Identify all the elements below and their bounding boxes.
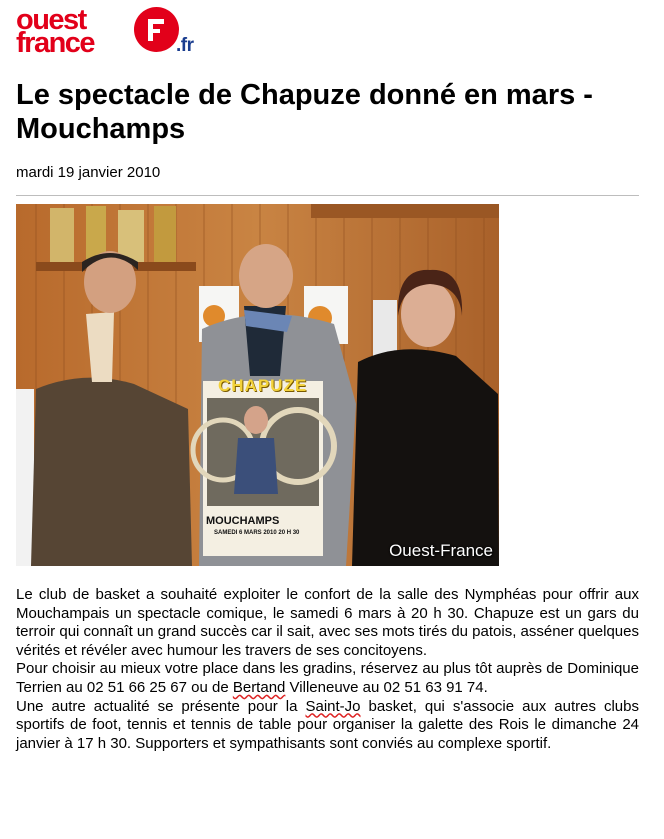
article-title: Le spectacle de Chapuze donné en mars - Mouchamps — [16, 79, 593, 145]
paragraph-3-text-a: Une autre actualité se présente pour la — [16, 697, 306, 715]
spellcheck-word-saint-jo: Saint-Jo — [305, 697, 361, 715]
ouest-france-logo[interactable] — [16, 2, 194, 59]
article-photo — [16, 204, 499, 566]
poster-title: CHAPUZE — [218, 376, 308, 395]
logo-word-ouest: ouest — [16, 4, 86, 36]
divider — [16, 195, 639, 196]
logo-f-circle-icon — [134, 7, 179, 52]
logo-word-france: france — [16, 27, 95, 59]
logo-tld: .fr — [176, 35, 194, 56]
spellcheck-word-bertand: Bertand — [232, 678, 286, 696]
paragraph-3-text-c: basket, qui s'associe aux autres clubs sportifs de foot, tennis et tennis de table pour organiser la galette des Rois le dimanche 24 janvier à 17 h 30. Supporters et sympathisants sont conviés au complexe sportif. — [16, 697, 639, 752]
article-body — [16, 586, 639, 753]
paragraph-2 — [16, 660, 639, 697]
paragraph-1: Le club de basket a souhaité exploiter le confort de la salle des Nymphéas pour offrir aux Mouchampais un spectacle comique, le samedi 6 mars à 20 h 30. Chapuze est un gars du terroir qui connaît un grand succès car il sait, avec ses mots tirés du patois, asséner quelques vérités et révéler avec humour les travers de ses concitoyens. — [16, 586, 639, 659]
paragraph-2-text-c: Villeneuve au 02 51 63 91 74. — [285, 678, 488, 696]
paragraph-3 — [16, 698, 639, 754]
paragraph-2-text-a: Pour choisir au mieux votre place dans les gradins, réservez au plus tôt auprès de Dominique Terrien au 02 51 66 25 67 ou de — [16, 660, 639, 696]
photo-credit: Ouest-France — [389, 541, 493, 560]
poster-date: SAMEDI 6 MARS 2010 20 H 30 — [214, 530, 300, 536]
article-date: mardi 19 janvier 2010 — [16, 164, 161, 181]
poster-town: MOUCHAMPS — [206, 515, 280, 527]
